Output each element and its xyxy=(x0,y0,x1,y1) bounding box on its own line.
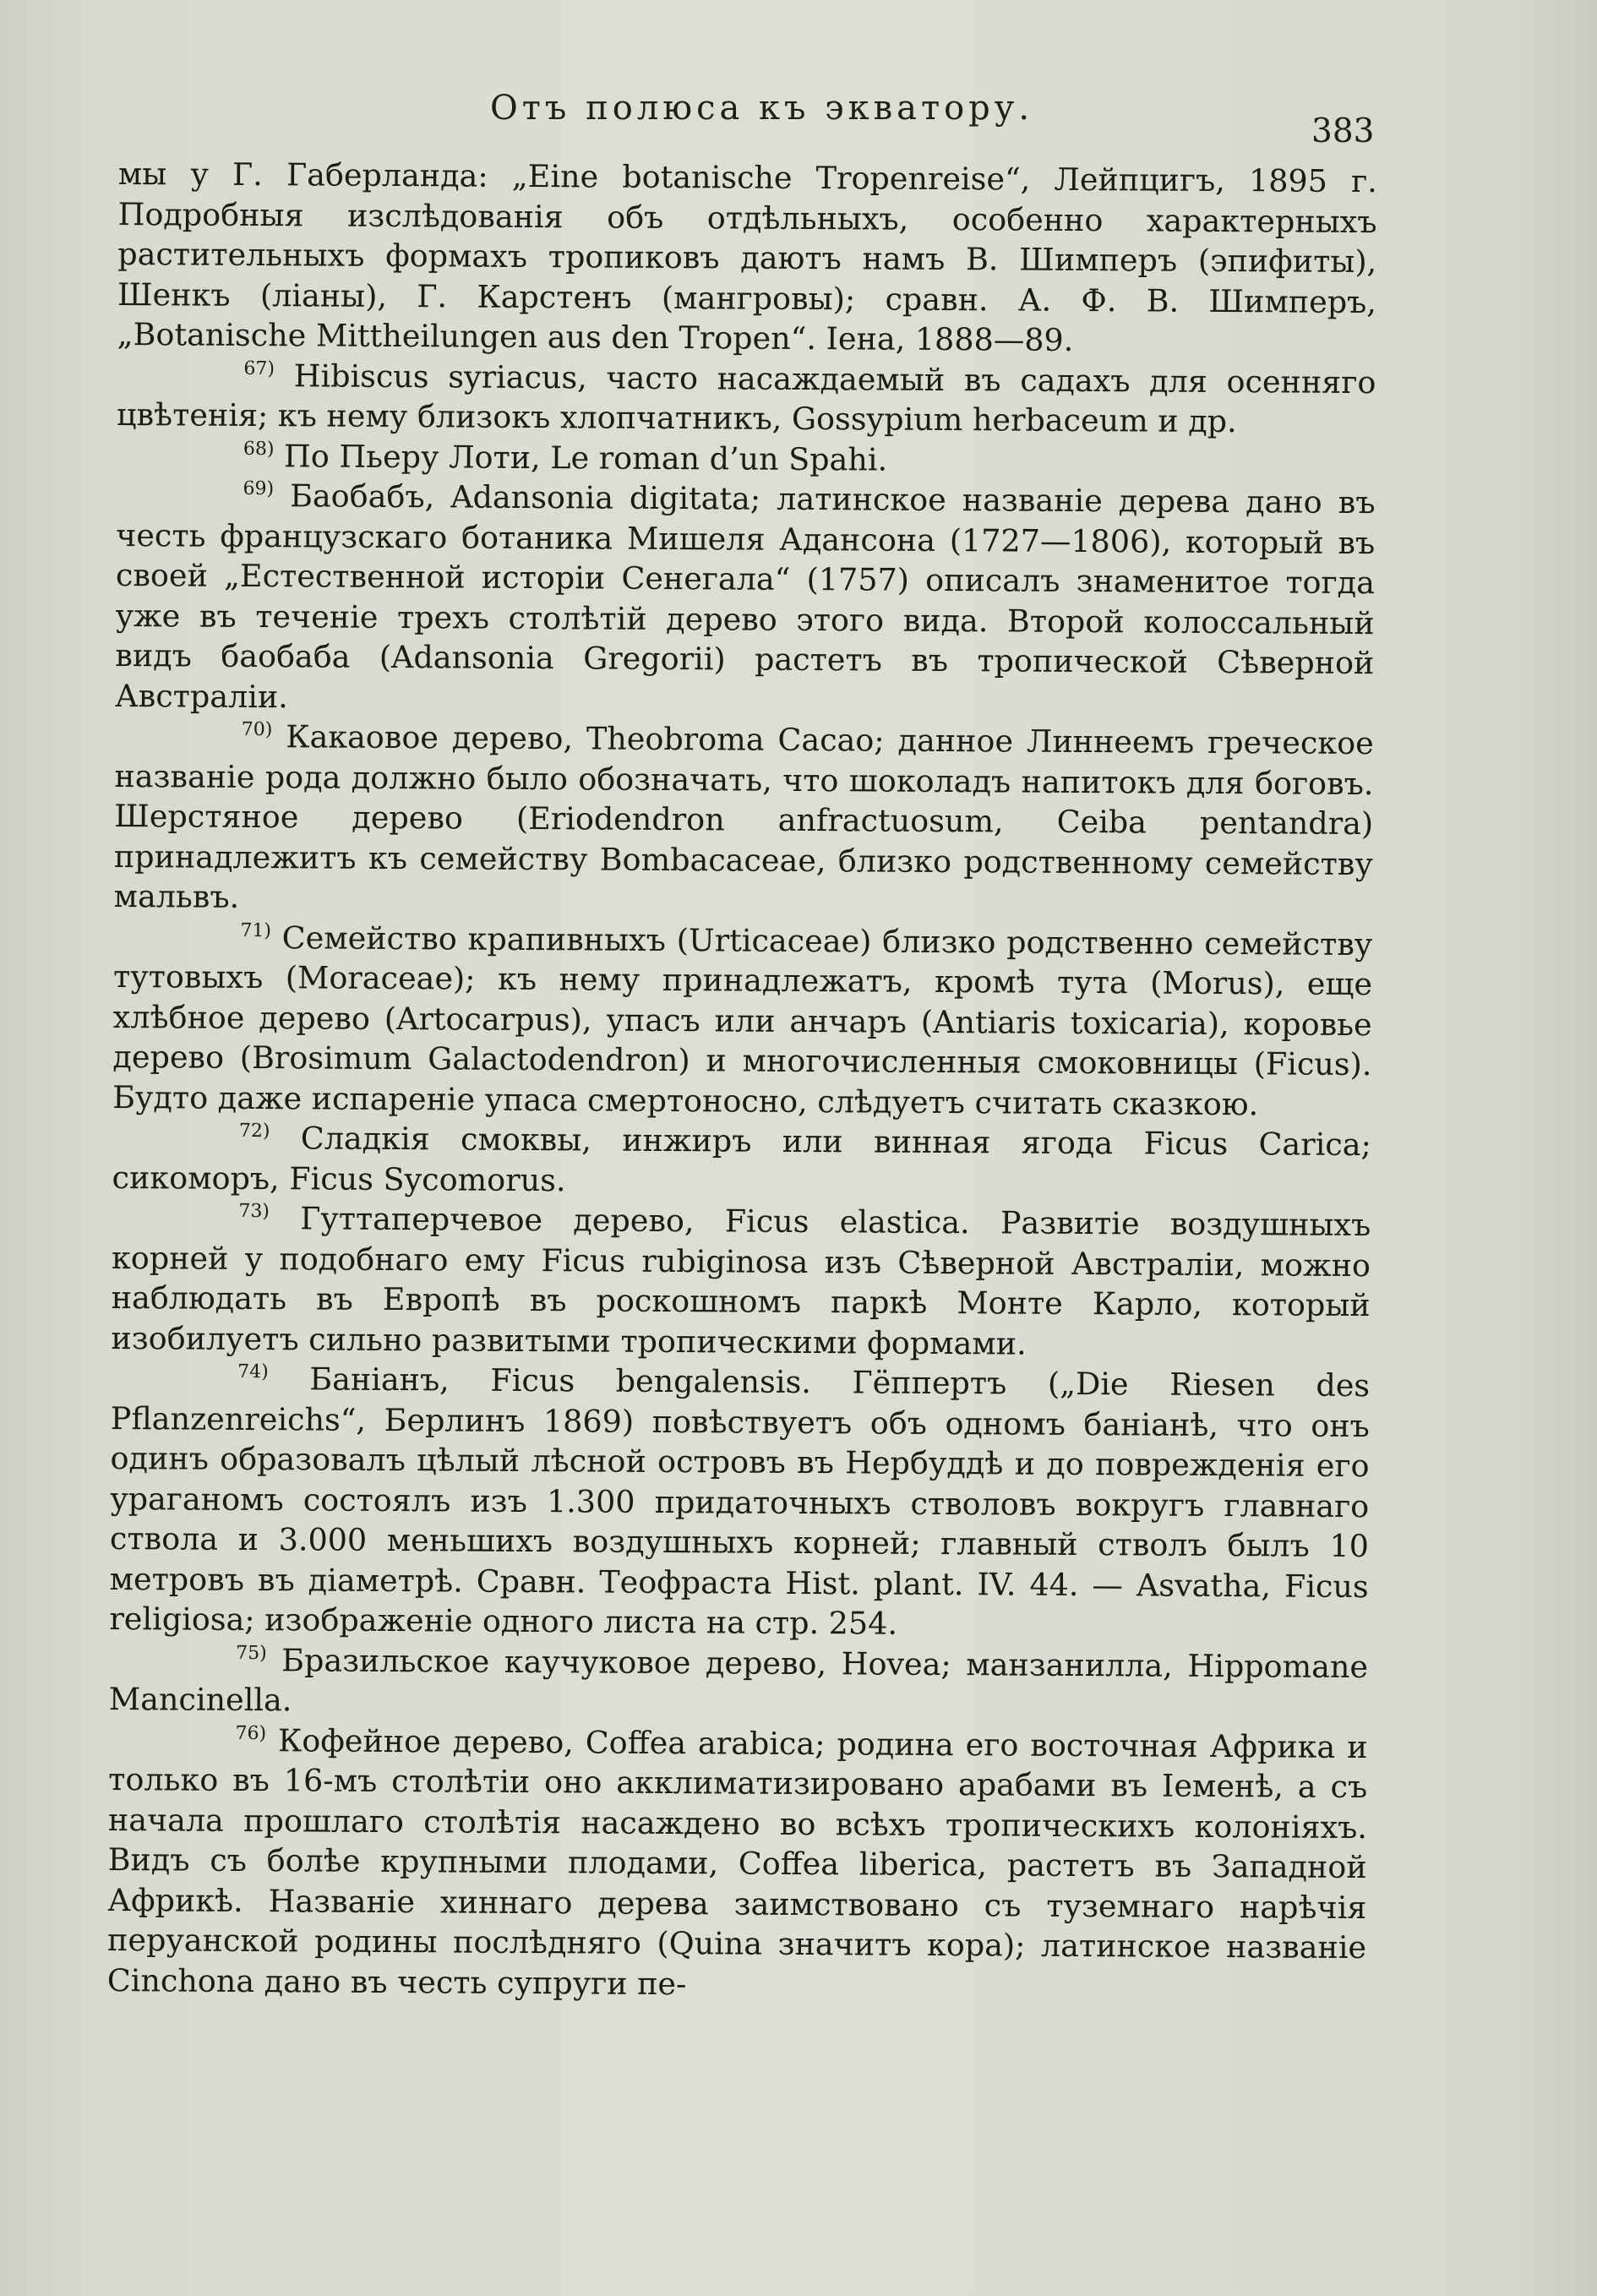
footnote-text: Какаовое дерево, Theobroma Cacao; данное Линнеемъ греческое названіе рода должно было обозначать, что шоколадъ напитокъ для боговъ. Шерстяное дерево (Eriodendron anfractuosum, Ceiba pentandra) принадлежитъ къ семейству Bombacaceae, близко родственному семейству мальвъ. xyxy=(113,718,1374,915)
footnote-marker: 73) xyxy=(238,1200,270,1223)
footnote-marker: 71) xyxy=(240,919,272,941)
footnote-75 xyxy=(109,1639,1369,1726)
footnote-marker: 70) xyxy=(241,718,273,741)
footnote-text: Сладкія смоквы, инжиръ или винная ягода Ficus Carica; сикоморъ, Ficus Sycomorus. xyxy=(112,1120,1371,1198)
footnote-71 xyxy=(112,916,1372,1125)
footnote-69 xyxy=(115,475,1376,723)
footnote-marker: 72) xyxy=(238,1120,270,1143)
footnote-text: Гуттаперчевое дерево, Ficus elastica. Развитіе воздушныхъ корней у подобнаго ему Ficus rubiginosa изъ Сѣверной Австраліи, можно наблюдать въ Европѣ въ роскошномъ паркѣ Монте Карло, который изобилуетъ сильно развитыми тропическими формами. xyxy=(111,1200,1371,1362)
footnote-text: Бразильское каучуковое дерево, Hovea; манзанилла, Hippomane Mancinella. xyxy=(108,1641,1369,1719)
footnote-text: По Пьеру Лоти, Le roman d’un Spahi. xyxy=(283,437,888,478)
footnote-70 xyxy=(113,716,1373,924)
footnote-text: Hibiscus syriacus, часто насаждаемый въ садахъ для осенняго цвѣтенія; къ нему близокъ хлопчатникъ, Gossypium herbaceum и др. xyxy=(116,357,1376,440)
footnote-74 xyxy=(109,1358,1370,1647)
footnote-marker: 67) xyxy=(243,357,275,379)
paragraph-text: мы у Г. Габерланда: „Eine botanische Tropenreise“, Лейпцигъ, 1895 г. Подробныя изслѣдованія объ отдѣльныхъ, особенно характерныхъ растительныхъ формахъ тропиковъ даютъ намъ В. Шимперъ (эпифиты), Шенкъ (ліаны), Г. Карстенъ (мангровы); сравн. А. Ф. В. Шимперъ, „Botanische Mittheilungen aus den Tropen“. Іена, 1888—89. xyxy=(117,155,1377,358)
footnote-marker: 69) xyxy=(243,477,275,500)
footnote-72 xyxy=(112,1117,1371,1205)
footnote-marker: 76) xyxy=(235,1722,267,1744)
footnote-marker: 68) xyxy=(243,438,275,460)
footnote-text: Баобабъ, Adansonia digitata; латинское названіе дерева дано въ честь французскаго ботаника Мишеля Адансона (1727—1806), который въ своей „Естественной исторіи Сенегала“ (1757) описалъ знаменитое тогда уже въ теченіе трехъ столѣтій дерево этого вида. Второй колоссальный видъ баобаба (Adansonia Gregorii) растетъ въ тропической Сѣверной Австраліи. xyxy=(114,477,1376,715)
footnote-text: Семейство крапивныхъ (Urticaceae) близко родственно семейству тутовыхъ (Moraceae); къ нему принадлежатъ, кромѣ тута (Morus), еще хлѣбное дерево (Artocarpus), упасъ или анчаръ (Antiaris toxicaria), коровье дерево (Brosimum Galactodendron) и многочисленныя смоковницы (Ficus). Будто даже испареніе упаса смертоносно, слѣдуетъ считать сказкою. xyxy=(112,919,1373,1122)
footnote-marker: 74) xyxy=(237,1361,269,1383)
running-title: Отъ полюса къ экватору. xyxy=(490,89,1034,128)
footnotes-text xyxy=(107,154,1377,2008)
page-number: 383 xyxy=(1311,112,1375,150)
footnote-76 xyxy=(107,1719,1368,2008)
footnote-marker: 75) xyxy=(236,1642,267,1664)
footnote-text: Баніанъ, Ficus bengalensis. Гёппертъ („Die Riesen des Pflanzenreichs“, Берлинъ 1869) повѣствуетъ объ одномъ баніанѣ, что онъ одинъ образовалъ цѣлый лѣсной островъ въ Нербуддѣ и до поврежденія его ураганомъ состоялъ изъ 1.300 придаточныхъ стволовъ вокругъ главнаго ствола и 3.000 меньшихъ воздушныхъ корней; главный стволъ былъ 10 метровъ въ діаметрѣ. Сравн. Теофраста Hist. plant. IV. 44. — Asvatha, Ficus religiosa; изображеніе одного листа на стр. 254. xyxy=(109,1361,1371,1642)
page-header xyxy=(0,89,1597,150)
paragraph-continuation xyxy=(117,154,1377,363)
footnote-73 xyxy=(111,1197,1371,1366)
footnote-67 xyxy=(117,354,1376,442)
footnote-text: Кофейное дерево, Coffea arabica; родина его восточная Африка и только въ 16-мъ столѣтіи оно акклиматизировано арабами въ Іеменѣ, а съ начала прошлаго столѣтія насаждено во всѣхъ тропическихъ колоніяхъ. Видъ съ болѣе крупными плодами, Coffea liberica, растетъ въ Западной Африкѣ. Названіе хиннаго дерева заимствовано съ туземнаго нарѣчія перуанской родины послѣдняго (Quina значитъ кора); латинское названіе Cinchona дано въ честь супруги пе- xyxy=(106,1721,1368,2002)
